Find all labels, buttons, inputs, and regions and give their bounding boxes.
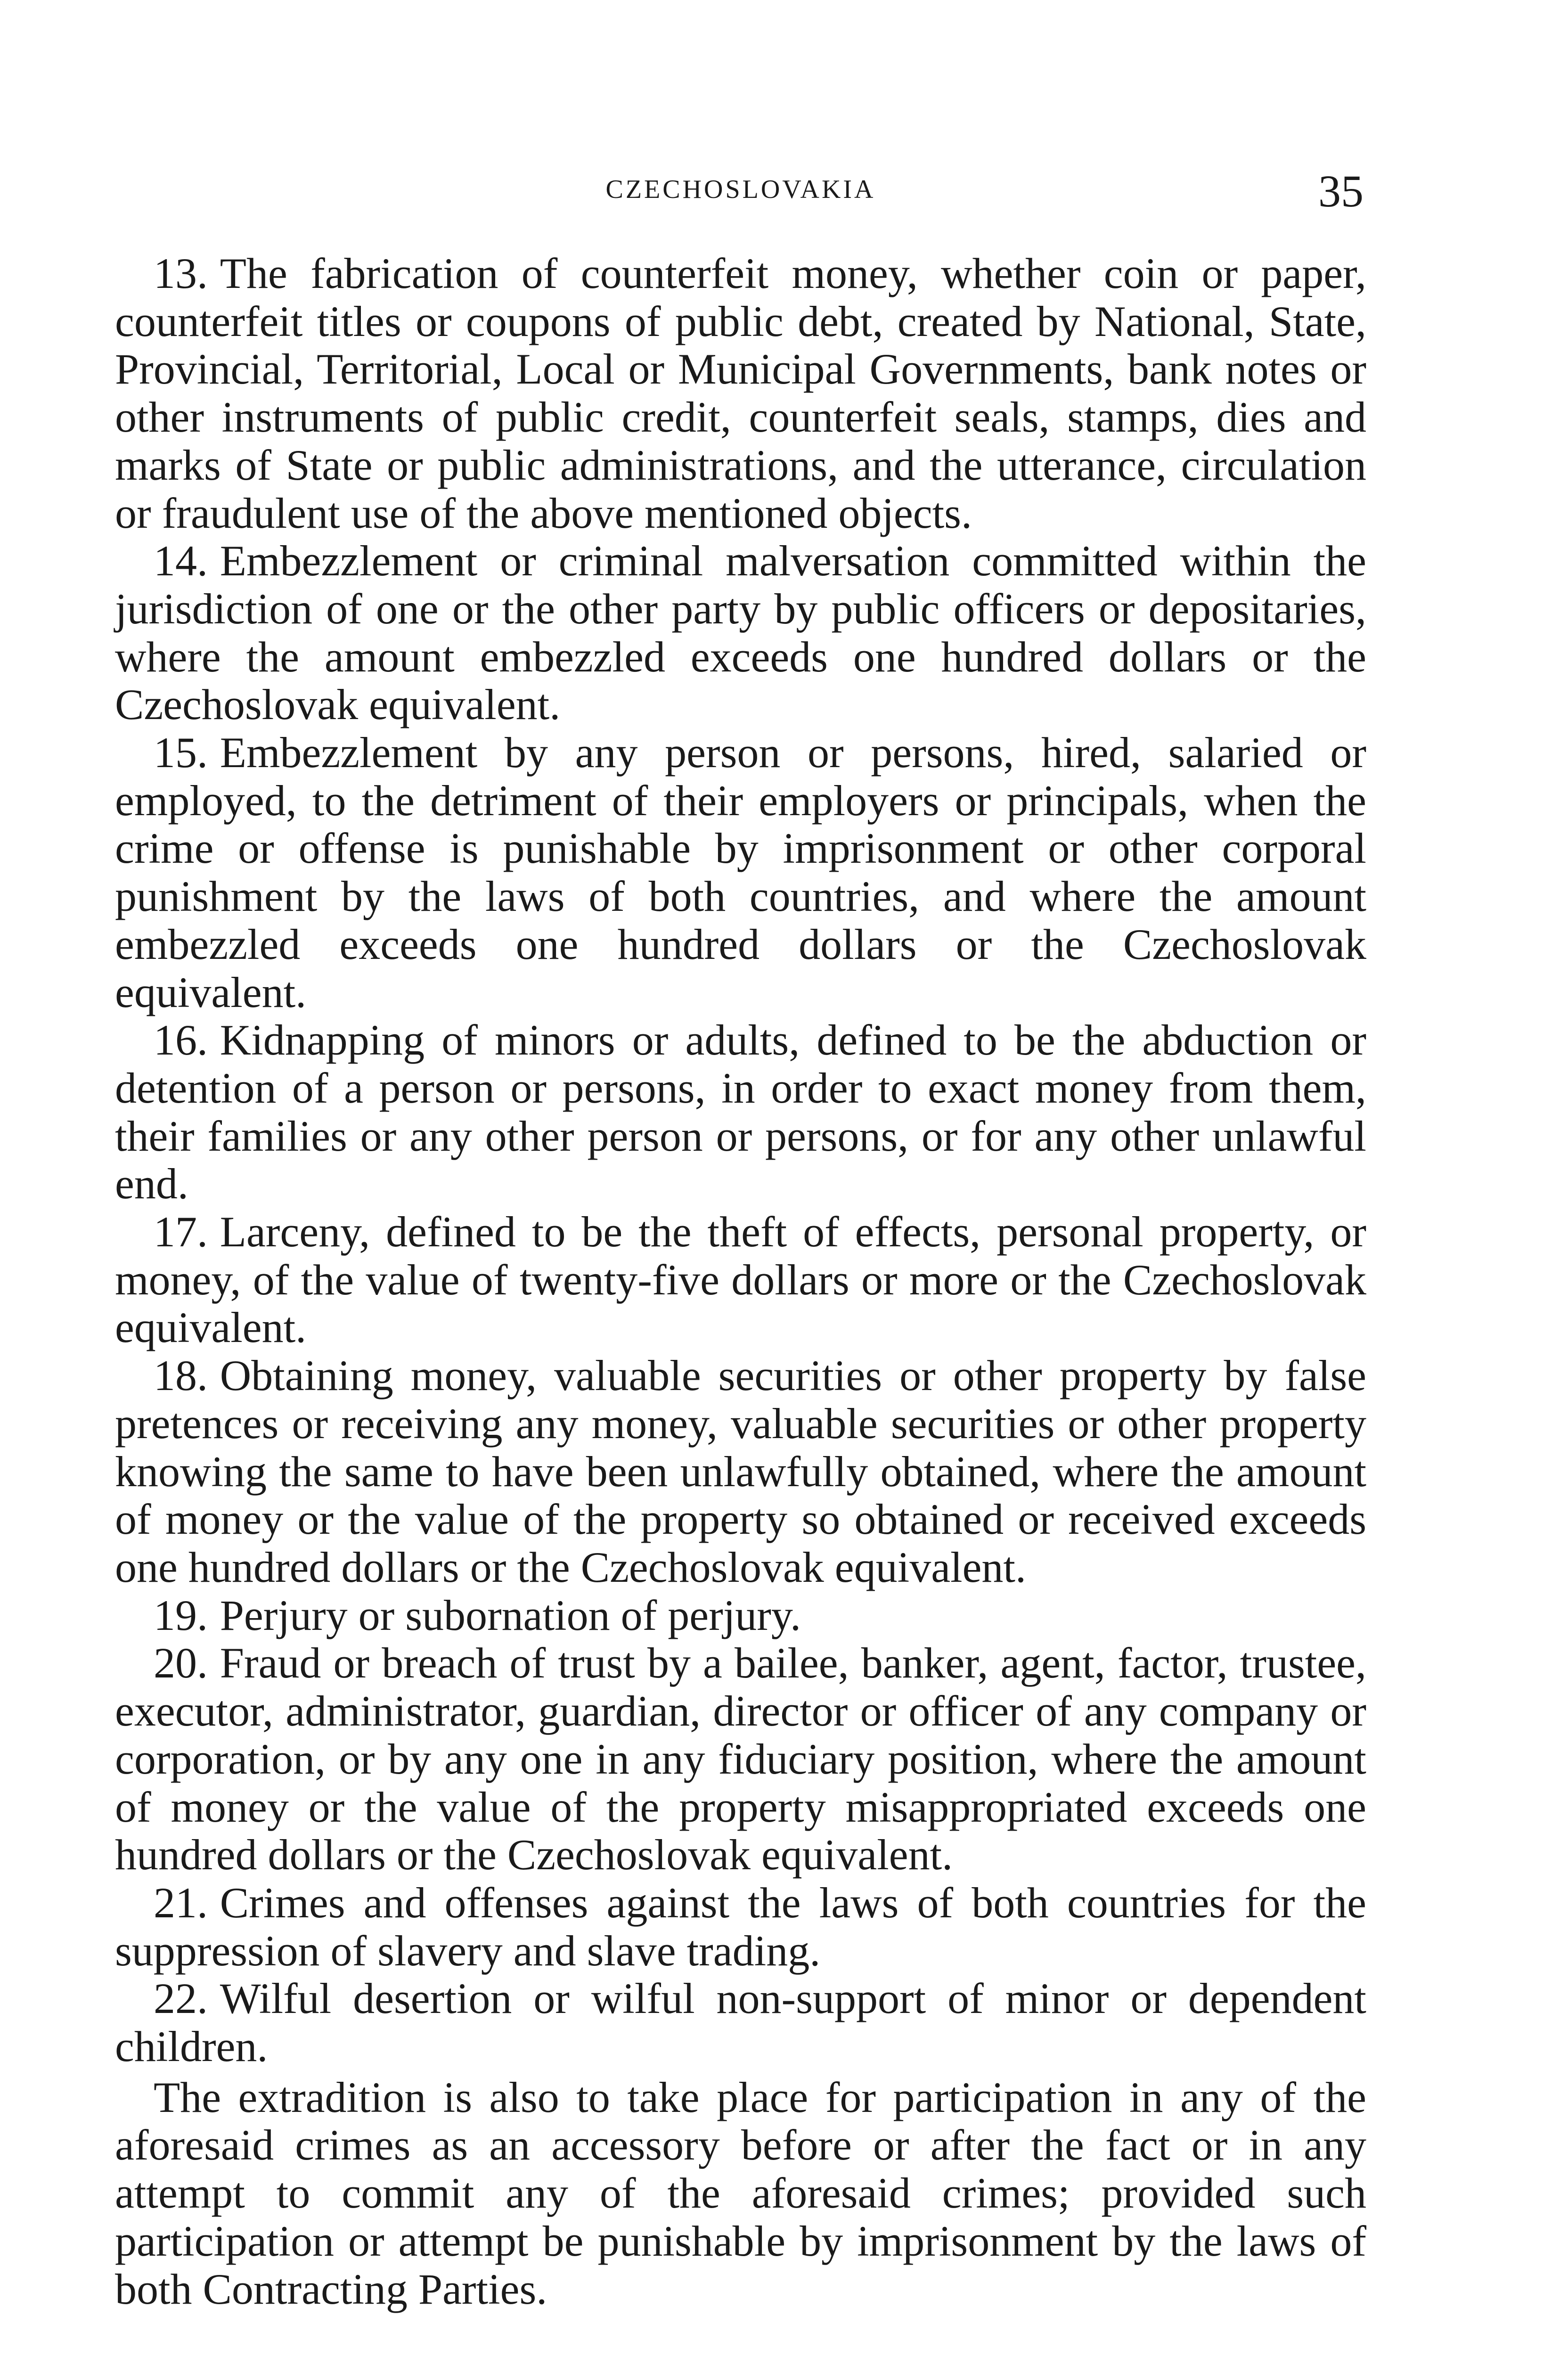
clause-21 <box>115 1879 1366 1975</box>
running-title: CZECHOSLOVAKIA <box>605 175 876 204</box>
clause-number: 13. <box>154 249 208 297</box>
clause-15 <box>115 729 1366 1016</box>
clause-text: Embezzlement by any person or persons, hired, salaried or employed, to the detriment of their employers or principals, when the crime or offense is punishable by imprisonment or other corporal punishment by the laws of both countries, and where the amount embezzled exceeds one hundred dollars or the Czechoslovak equivalent. <box>115 728 1366 1016</box>
clause-number: 17. <box>154 1208 208 1256</box>
clause-text: Larceny, defined to be the theft of effects, personal property, or money, of the value of twenty-five dollars or more or the Czechoslovak equivalent. <box>115 1208 1366 1352</box>
treaty-article-text <box>115 250 1366 2313</box>
clause-text: Embezzlement or criminal malversation committed within the jurisdiction of one or the other party by public officers or depositaries, where the amount embezzled exceeds one hundred dollars or the Czechoslovak equivalent. <box>115 537 1366 729</box>
clause-16 <box>115 1016 1366 1208</box>
clause-19 <box>115 1592 1366 1640</box>
clause-22 <box>115 1975 1366 2070</box>
clause-number: 21. <box>154 1878 208 1927</box>
clause-text: Wilful desertion or wilful non-support of minor or dependent children. <box>115 1974 1366 2071</box>
clause-text: Obtaining money, valuable securities or other property by false pretences or receiving any money, valuable securities or other property knowing the same to have been unlawfully obtained, where the amount of money or the value of the property so obtained or received exceeds one hundred dollars or the Czechoslovak equivalent. <box>115 1351 1366 1591</box>
clause-17 <box>115 1208 1366 1352</box>
clause-text: Kidnapping of minors or adults, defined to be the abduction or detention of a person or persons, in order to exact money from them, their families or any other person or persons, or for any other unlawful end. <box>115 1016 1366 1208</box>
clause-text: Perjury or subornation of perjury. <box>220 1591 801 1639</box>
closing-paragraph: The extradition is also to take place for participation in any of the aforesaid crimes as an accessory before or after the fact or in any attempt to commit any of the aforesaid crimes; provided such participation or attempt be punishable by imprisonment by the laws of both Contracting Parties. <box>115 2073 1366 2313</box>
clause-number: 15. <box>154 728 208 777</box>
clause-13 <box>115 250 1366 537</box>
clause-18 <box>115 1352 1366 1592</box>
clause-20 <box>115 1639 1366 1879</box>
clause-number: 14. <box>154 537 208 585</box>
running-head <box>115 165 1366 217</box>
clause-number: 18. <box>154 1351 208 1400</box>
clause-number: 19. <box>154 1591 208 1639</box>
clause-text: The fabrication of counterfeit money, whether coin or paper, counterfeit titles or coupons of public debt, created by National, State, Provincial, Territorial, Local or Municipal Governments, bank notes or other instruments of public credit, counterfeit seals, stamps, dies and marks of State or public administrations, and the utterance, circulation or fraudulent use of the above mentioned objects. <box>115 249 1366 537</box>
clause-14 <box>115 537 1366 729</box>
clause-text: Fraud or breach of trust by a bailee, banker, agent, factor, trustee, executor, administrator, guardian, director or officer of any company or corporation, or by any one in any fiduciary position, where the amount of money or the value of the property misappropriated exceeds one hundred dollars or the Czechoslovak equivalent. <box>115 1639 1366 1879</box>
clause-number: 22. <box>154 1974 208 2023</box>
clause-text: Crimes and offenses against the laws of both countries for the suppression of slavery and slave trading. <box>115 1878 1366 1975</box>
clause-number: 20. <box>154 1639 208 1687</box>
clause-number: 16. <box>154 1016 208 1064</box>
page-number: 35 <box>1318 166 1364 216</box>
